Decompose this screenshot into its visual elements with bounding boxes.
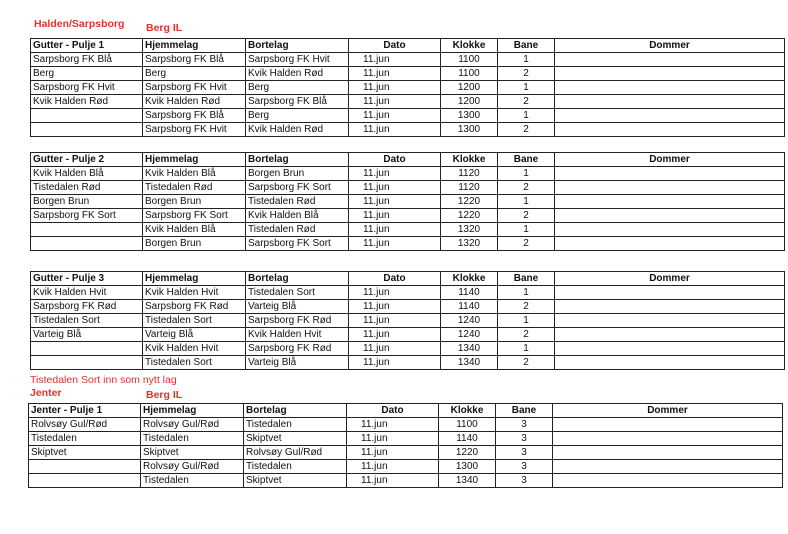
time-cell: 1340	[439, 474, 496, 488]
table-header-row	[31, 39, 785, 53]
table-header-row	[31, 153, 785, 167]
date-cell: 11.jun	[349, 67, 441, 81]
away-team-cell: Sarpsborg FK Rød	[246, 314, 349, 328]
away-team-cell: Berg	[246, 109, 349, 123]
time-cell: 1300	[439, 460, 496, 474]
home-team-cell: Tistedalen	[141, 474, 244, 488]
table-row	[31, 328, 785, 342]
date-cell: 11.jun	[349, 237, 441, 251]
home-team-cell: Sarpsborg FK Hvit	[143, 81, 246, 95]
team-cell: Sarpsborg FK Hvit	[31, 81, 143, 95]
header-cell: Dommer	[555, 153, 785, 167]
team-cell: Varteig Blå	[31, 328, 143, 342]
referee-cell	[555, 223, 785, 237]
table-row	[29, 474, 783, 488]
date-cell: 11.jun	[349, 109, 441, 123]
referee-cell	[553, 432, 783, 446]
home-team-cell: Kvik Halden Blå	[143, 167, 246, 181]
home-team-cell: Rolvsøy Gul/Rød	[141, 418, 244, 432]
time-cell: 1200	[441, 81, 498, 95]
header-cell: Dato	[347, 404, 439, 418]
away-team-cell: Varteig Blå	[246, 300, 349, 314]
schedule-table-3	[30, 271, 785, 370]
date-cell: 11.jun	[347, 418, 439, 432]
home-team-cell: Rolvsøy Gul/Rød	[141, 460, 244, 474]
away-team-cell: Berg	[246, 81, 349, 95]
date-cell: 11.jun	[347, 446, 439, 460]
field-cell: 2	[498, 237, 555, 251]
header-cell: Hjemmelag	[143, 272, 246, 286]
time-cell: 1220	[439, 446, 496, 460]
field-cell: 1	[498, 195, 555, 209]
team-cell: Berg	[31, 67, 143, 81]
home-team-cell: Kvik Halden Hvit	[143, 286, 246, 300]
header-cell: Klokke	[441, 153, 498, 167]
home-team-cell: Kvik Halden Hvit	[143, 342, 246, 356]
time-cell: 1120	[441, 167, 498, 181]
referee-cell	[555, 237, 785, 251]
referee-cell	[553, 460, 783, 474]
time-cell: 1320	[441, 237, 498, 251]
referee-cell	[555, 209, 785, 223]
away-team-cell: Skiptvet	[244, 474, 347, 488]
header-cell: Dato	[349, 153, 441, 167]
header-cell: Klokke	[441, 39, 498, 53]
home-team-cell: Kvik Halden Blå	[143, 223, 246, 237]
field-cell: 2	[498, 95, 555, 109]
home-team-cell: Borgen Brun	[143, 195, 246, 209]
referee-cell	[553, 474, 783, 488]
referee-cell	[555, 300, 785, 314]
date-cell: 11.jun	[349, 314, 441, 328]
team-cell: Kvik Halden Rød	[31, 95, 143, 109]
header-cell: Klokke	[441, 272, 498, 286]
date-cell: 11.jun	[349, 223, 441, 237]
team-cell: Borgen Brun	[31, 195, 143, 209]
header-cell: Hjemmelag	[143, 39, 246, 53]
referee-cell	[555, 53, 785, 67]
away-team-cell: Tistedalen Rød	[246, 223, 349, 237]
away-team-cell: Tistedalen Rød	[246, 195, 349, 209]
time-cell: 1240	[441, 314, 498, 328]
home-team-cell: Varteig Blå	[143, 328, 246, 342]
date-cell: 11.jun	[347, 432, 439, 446]
home-team-cell: Tistedalen Sort	[143, 314, 246, 328]
field-cell: 1	[498, 167, 555, 181]
date-cell: 11.jun	[349, 81, 441, 95]
field-cell: 3	[496, 446, 553, 460]
table-row	[31, 300, 785, 314]
home-team-cell: Sarpsborg FK Sort	[143, 209, 246, 223]
date-cell: 11.jun	[349, 53, 441, 67]
header-cell: Dommer	[555, 272, 785, 286]
table-row	[31, 286, 785, 300]
table-row	[31, 167, 785, 181]
team-cell	[29, 460, 141, 474]
away-team-cell: Varteig Blå	[246, 356, 349, 370]
time-cell: 1100	[441, 53, 498, 67]
time-cell: 1140	[439, 432, 496, 446]
table-row	[31, 342, 785, 356]
table-row	[31, 181, 785, 195]
header-cell: Gutter - Pulje 3	[31, 272, 143, 286]
referee-cell	[555, 81, 785, 95]
date-cell: 11.jun	[347, 474, 439, 488]
table-row	[29, 446, 783, 460]
team-cell: Tistedalen Sort	[31, 314, 143, 328]
time-cell: 1220	[441, 209, 498, 223]
header-cell: Bane	[496, 404, 553, 418]
away-team-cell: Sarpsborg FK Sort	[246, 237, 349, 251]
team-cell	[29, 474, 141, 488]
time-cell: 1340	[441, 356, 498, 370]
table-row	[31, 53, 785, 67]
referee-cell	[555, 314, 785, 328]
table-row	[31, 123, 785, 137]
field-cell: 3	[496, 460, 553, 474]
home-team-cell: Tistedalen Rød	[143, 181, 246, 195]
header-cell: Bortelag	[244, 404, 347, 418]
table-row	[29, 418, 783, 432]
home-team-cell: Tistedalen	[141, 432, 244, 446]
field-cell: 2	[498, 67, 555, 81]
date-cell: 11.jun	[349, 195, 441, 209]
header-cell: Dommer	[553, 404, 783, 418]
time-cell: 1200	[441, 95, 498, 109]
away-team-cell: Tistedalen	[244, 418, 347, 432]
away-team-cell: Skiptvet	[244, 432, 347, 446]
header-cell: Bortelag	[246, 153, 349, 167]
team-cell	[31, 223, 143, 237]
note-new-team: Tistedalen Sort inn som nytt lag	[30, 374, 177, 386]
header-cell: Dato	[349, 39, 441, 53]
home-team-cell: Sarpsborg FK Blå	[143, 109, 246, 123]
date-cell: 11.jun	[349, 328, 441, 342]
date-cell: 11.jun	[349, 123, 441, 137]
field-cell: 2	[498, 181, 555, 195]
header-cell: Dato	[349, 272, 441, 286]
date-cell: 11.jun	[349, 342, 441, 356]
home-team-cell: Kvik Halden Rød	[143, 95, 246, 109]
table-row	[31, 109, 785, 123]
table-row	[31, 195, 785, 209]
header-cell: Bane	[498, 153, 555, 167]
field-cell: 1	[498, 286, 555, 300]
team-cell: Sarpsborg FK Rød	[31, 300, 143, 314]
field-cell: 3	[496, 418, 553, 432]
away-team-cell: Kvik Halden Rød	[246, 67, 349, 81]
table-row	[31, 209, 785, 223]
referee-cell	[553, 446, 783, 460]
field-cell: 2	[498, 123, 555, 137]
home-team-cell: Berg	[143, 67, 246, 81]
table-header-row	[29, 404, 783, 418]
time-cell: 1340	[441, 342, 498, 356]
time-cell: 1100	[441, 67, 498, 81]
date-cell: 11.jun	[349, 286, 441, 300]
field-cell: 2	[498, 209, 555, 223]
away-team-cell: Kvik Halden Hvit	[246, 328, 349, 342]
referee-cell	[555, 286, 785, 300]
field-cell: 1	[498, 342, 555, 356]
team-cell: Kvik Halden Blå	[31, 167, 143, 181]
field-cell: 3	[496, 432, 553, 446]
time-cell: 1100	[439, 418, 496, 432]
referee-cell	[555, 328, 785, 342]
jenter-label: Jenter	[30, 387, 62, 399]
header-cell: Bortelag	[246, 39, 349, 53]
table-row	[29, 460, 783, 474]
header-cell: Klokke	[439, 404, 496, 418]
referee-cell	[555, 356, 785, 370]
date-cell: 11.jun	[349, 167, 441, 181]
team-cell: Sarpsborg FK Blå	[31, 53, 143, 67]
field-cell: 1	[498, 314, 555, 328]
away-team-cell: Kvik Halden Rød	[246, 123, 349, 137]
team-cell: Rolvsøy Gul/Rød	[29, 418, 141, 432]
time-cell: 1240	[441, 328, 498, 342]
referee-cell	[555, 109, 785, 123]
home-team-cell: Tistedalen Sort	[143, 356, 246, 370]
table-row	[29, 432, 783, 446]
home-team-cell: Borgen Brun	[143, 237, 246, 251]
schedule-table-4	[28, 403, 783, 488]
team-cell	[31, 356, 143, 370]
away-team-cell: Sarpsborg FK Hvit	[246, 53, 349, 67]
header-cell: Gutter - Pulje 1	[31, 39, 143, 53]
home-team-cell: Sarpsborg FK Hvit	[143, 123, 246, 137]
header-cell: Bane	[498, 39, 555, 53]
time-cell: 1300	[441, 109, 498, 123]
date-cell: 11.jun	[347, 460, 439, 474]
field-cell: 2	[498, 328, 555, 342]
header-cell: Hjemmelag	[141, 404, 244, 418]
header-cell: Bortelag	[246, 272, 349, 286]
header-cell: Gutter - Pulje 2	[31, 153, 143, 167]
field-cell: 2	[498, 300, 555, 314]
time-cell: 1220	[441, 195, 498, 209]
team-cell: Skiptvet	[29, 446, 141, 460]
field-cell: 1	[498, 53, 555, 67]
away-team-cell: Sarpsborg FK Rød	[246, 342, 349, 356]
header-cell: Dommer	[555, 39, 785, 53]
host-club-label: Berg IL	[146, 22, 183, 34]
referee-cell	[553, 418, 783, 432]
team-cell	[31, 237, 143, 251]
home-team-cell: Skiptvet	[141, 446, 244, 460]
time-cell: 1300	[441, 123, 498, 137]
time-cell: 1140	[441, 300, 498, 314]
table-row	[31, 223, 785, 237]
team-cell: Sarpsborg FK Sort	[31, 209, 143, 223]
away-team-cell: Sarpsborg FK Sort	[246, 181, 349, 195]
team-cell	[31, 342, 143, 356]
home-team-cell: Sarpsborg FK Blå	[143, 53, 246, 67]
region-label: Halden/Sarpsborg	[34, 18, 125, 30]
table-row	[31, 95, 785, 109]
table-row	[31, 237, 785, 251]
away-team-cell: Rolvsøy Gul/Rød	[244, 446, 347, 460]
date-cell: 11.jun	[349, 181, 441, 195]
team-cell	[31, 123, 143, 137]
jenter-host-club-label: Berg IL	[146, 389, 183, 401]
date-cell: 11.jun	[349, 300, 441, 314]
table-row	[31, 356, 785, 370]
referee-cell	[555, 123, 785, 137]
field-cell: 1	[498, 109, 555, 123]
field-cell: 2	[498, 356, 555, 370]
home-team-cell: Sarpsborg FK Rød	[143, 300, 246, 314]
date-cell: 11.jun	[349, 95, 441, 109]
away-team-cell: Tistedalen	[244, 460, 347, 474]
field-cell: 1	[498, 223, 555, 237]
field-cell: 1	[498, 81, 555, 95]
referee-cell	[555, 167, 785, 181]
referee-cell	[555, 181, 785, 195]
team-cell: Tistedalen	[29, 432, 141, 446]
header-cell: Bane	[498, 272, 555, 286]
time-cell: 1120	[441, 181, 498, 195]
referee-cell	[555, 195, 785, 209]
team-cell	[31, 109, 143, 123]
table-row	[31, 314, 785, 328]
table-header-row	[31, 272, 785, 286]
referee-cell	[555, 67, 785, 81]
schedule-table-2	[30, 152, 785, 251]
schedule-table-1	[30, 38, 785, 137]
away-team-cell: Tistedalen Sort	[246, 286, 349, 300]
away-team-cell: Sarpsborg FK Blå	[246, 95, 349, 109]
date-cell: 11.jun	[349, 209, 441, 223]
away-team-cell: Borgen Brun	[246, 167, 349, 181]
referee-cell	[555, 95, 785, 109]
field-cell: 3	[496, 474, 553, 488]
time-cell: 1320	[441, 223, 498, 237]
date-cell: 11.jun	[349, 356, 441, 370]
table-row	[31, 67, 785, 81]
header-cell: Hjemmelag	[143, 153, 246, 167]
away-team-cell: Kvik Halden Blå	[246, 209, 349, 223]
table-row	[31, 81, 785, 95]
time-cell: 1140	[441, 286, 498, 300]
team-cell: Kvik Halden Hvit	[31, 286, 143, 300]
header-cell: Jenter - Pulje 1	[29, 404, 141, 418]
referee-cell	[555, 342, 785, 356]
team-cell: Tistedalen Rød	[31, 181, 143, 195]
